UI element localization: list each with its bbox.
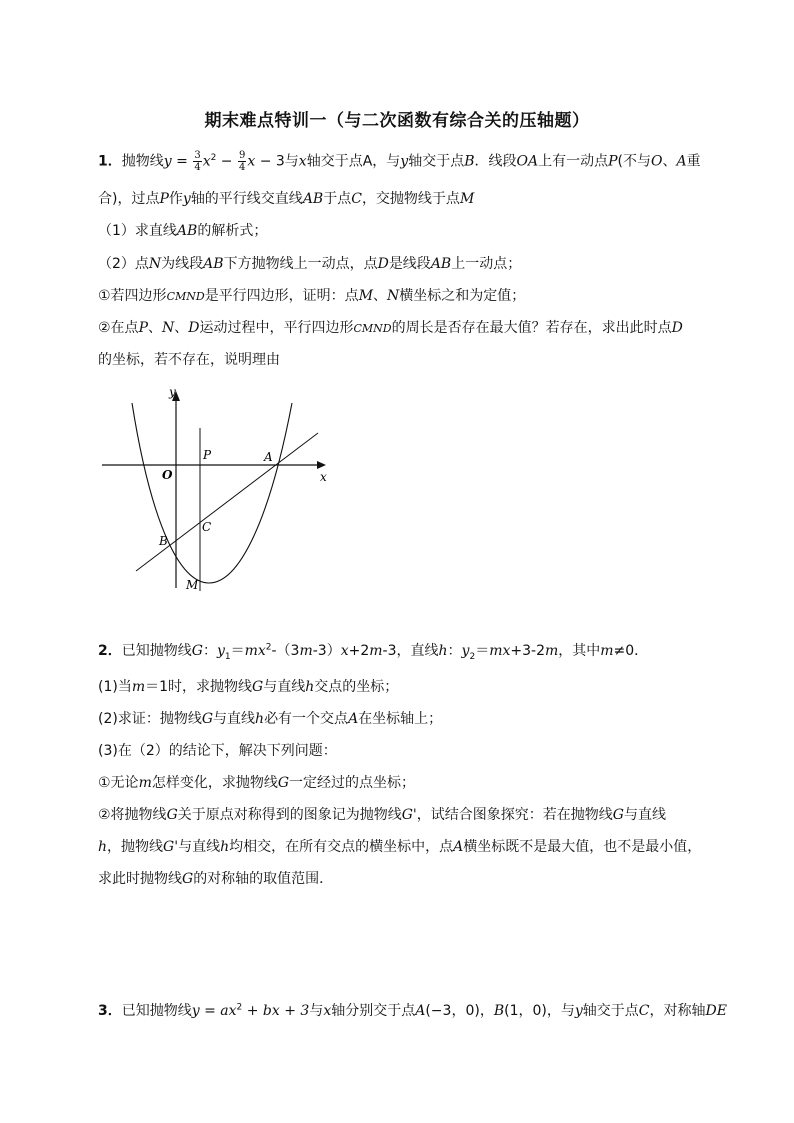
label-c: C	[202, 520, 212, 534]
q2-line-1: 2．已知抛物线G：$y_1=mx^2-(3m-3)x+2m-3$，直线h：$y_2=mx+3-2m$，其中m≠0．	[98, 642, 649, 662]
q1-line-1: 1．抛物线y = $\frac{3}{4}$ $x^2$ − $\frac{9}{4}$ x − 3与x轴交于点A，与y轴交于点B．线段OA上有一动点P(不与O、A重	[98, 150, 701, 173]
q2-case-2: ②将抛物线G关于原点对称得到的图象记为抛物线G'，试结合图象探究：若在抛物线G与直线	[98, 807, 666, 823]
parabola-figure	[96, 383, 336, 593]
label-o: O	[162, 468, 173, 482]
q3-line-1: 3．已知抛物线$y = ax^2$ + bx + 3与x轴分别交于点A(−3，0)，B(1，0)，与y轴交于点C，对称轴DE	[98, 1002, 727, 1019]
q2-sub-3: (3)在（2）的结论下，解决下列问题：	[98, 743, 337, 759]
label-a: A	[264, 450, 273, 464]
q2-case-2-cont: h，抛物线G'与直线h均相交，在所有交点的横坐标中，点A横坐标既不是最大值，也不是最小值，	[98, 839, 702, 855]
q3-number: 3．	[98, 1003, 122, 1019]
q1-part-2: ②在点P、N、D运动过程中，平行四边形CMND的周长是否存在最大值？若存在，求出此时点D	[98, 320, 683, 336]
q1-number: 1．	[98, 153, 122, 170]
fraction-three-fourths: $\frac{3}{4}$	[194, 150, 201, 173]
x-axis-arrow	[317, 461, 326, 469]
q2-case-1: ①无论m怎样变化，求抛物线G一定经过的点坐标；	[98, 775, 416, 791]
label-x: x	[320, 470, 327, 484]
q2-number: 2．	[98, 643, 122, 659]
label-y: y	[169, 385, 176, 399]
q2-case-2-end: 求此时抛物线G的对称轴的取值范围．	[98, 871, 334, 887]
q1-line-2: 合)，过点P作y轴的平行线交直线AB于点C，交抛物线于点M	[98, 191, 475, 207]
q1-sub-2: （2）点N为线段AB下方抛物线上一动点，点D是线段AB上一动点；	[98, 256, 522, 272]
fraction-nine-fourths: $\frac{9}{4}$	[238, 150, 246, 173]
q2-sub-2: (2)求证：抛物线G与直线h必有一个交点A在坐标轴上；	[98, 711, 443, 727]
label-m: M	[186, 578, 199, 592]
q1-sub-1: （1）求直线AB的解析式；	[98, 223, 268, 239]
page-title: 期末难点特训一（与二次函数有综合关的压轴题）	[204, 111, 590, 131]
q2-sub-1: (1)当m＝1时，求抛物线G与直线h交点的坐标；	[98, 679, 399, 695]
label-p: P	[203, 448, 212, 462]
line-ab	[136, 433, 318, 571]
label-b: B	[159, 534, 168, 548]
q1-part-2-cont: 的坐标，若不存在，说明理由	[98, 352, 280, 368]
q1-part-1: ①若四边形CMND是平行四边形，证明：点M、N横坐标之和为定值；	[98, 288, 526, 304]
